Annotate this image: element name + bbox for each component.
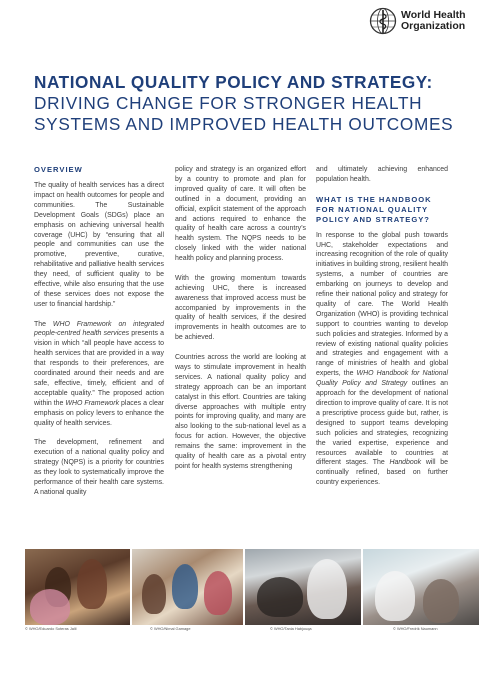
column2-paragraph-3: Countries across the world are looking at ways to stimulate improvement in health services. A national quality policy and strategy approach can be an important catalyst in this effort. Countries are taking diverse approaches with multiple entry points for improving quality, and many are also looking to the sub-national level as a focus for action. However, the objective remains the same: improvement in the quality of health care as a pivotal entry point for health systems strengthening — [175, 354, 306, 470]
title-line3: SYSTEMS AND IMPROVED HEALTH OUTCOMES — [34, 114, 454, 134]
column3-paragraph-2: In response to the global push towards UHC, stakeholder expectations and increasing recognition of the role of quality initiatives in building strong, resilient health systems, a number of countries are embarking on journeys to develop and refine their national policy and strategy for quality of care. The World Health Organization (WHO) is providing technical support to countries wanting to develop such policies and strategies. Informed by a review of existing national quality policies and strategies and engagement with a range of ministries of health and global experts, the WHO Handbook for National Quality Policy and Strategy outlines an approach for the development of national direction to improve quality of care. It is not a prescriptive process guide but, rather, is designed to support teams developing such policies and strategies, recognizing the varied expertise, experience and resources available to countries at different stages. The Handbook will be continually refined, based on further country experiences. — [316, 231, 449, 487]
photo-credit-4: © WHO/Fredrik Naumann — [393, 626, 438, 631]
photo-credit-2: © WHO/Nimal Gamage — [150, 626, 191, 631]
photo-nurse-patient — [363, 549, 479, 625]
photo-strip — [25, 549, 479, 625]
overview-heading: OVERVIEW — [34, 165, 83, 174]
column3-paragraph-1: and ultimately achieving enhanced population health. — [316, 166, 448, 183]
text-column-1 — [34, 165, 164, 508]
who-logo — [369, 6, 473, 36]
photo-mother-child — [25, 549, 130, 625]
logo-text-line1: World Health — [401, 9, 466, 21]
overview-paragraph-3: The development, refinement and execution of a national quality policy and strategy (NQPS) is a priority for countries as they look to systematically improve the performance of their health care systems. A national quality — [34, 439, 164, 496]
photo-patient-care — [245, 549, 361, 625]
photo-group-children — [132, 549, 243, 625]
text-column-2 — [175, 165, 306, 482]
photo-credits — [25, 626, 479, 634]
photo-credit-3: © WHO/Tania Habjouqa — [270, 626, 312, 631]
title-line2: DRIVING CHANGE FOR STRONGER HEALTH — [34, 93, 423, 113]
handbook-heading: WHAT IS THE HANDBOOK FOR NATIONAL QUALITY POLICY AND STRATEGY? — [316, 194, 432, 224]
overview-paragraph-1: The quality of health services has a direct impact on health outcomes for people and communities. The Sustainable Development Goals (SDGs) place an emphasis on achieving universal health coverage (UHC) by “ensuring that all people and communities can use the promotive, preventive, curative, rehabilitative and palliative health services they need, of sufficient quality to be effective, while also ensuring that the use of these services does not expose the user to financial hardship.” — [34, 182, 164, 308]
overview-paragraph-2: The WHO Framework on integrated people-centred health services presents a vision in which “all people have access to health services that are provided in a way that responds to their preferences, are coordinated around their needs and are safe, effective, timely, efficient and of acceptable quality.” The proposed action within the WHO Framework places a clear emphasis on policy levers to enhance the quality of health services. — [34, 320, 164, 427]
column2-paragraph-2: With the growing momentum towards achieving UHC, there is increased awareness that improved access must be accompanied by improvements in the quality of health services, if the desired improvements in health outcomes are to be achieved. — [175, 274, 306, 342]
photo-credit-1: © WHO/Eduardo Soteras Jalil — [25, 626, 77, 631]
text-column-3 — [316, 165, 448, 498]
column2-paragraph-1: policy and strategy is an organized effort by a country to promote and plan for improved quality of care. It will often be outlined in a document, providing an official, explicit statement of the approach and actions required to enhance the quality of health care across a country’s health system. The NQPS needs to be closely linked with the wider national health policy and planning process. — [175, 166, 306, 263]
document-title — [34, 72, 454, 135]
title-line1: NATIONAL QUALITY POLICY AND STRATEGY: — [34, 72, 433, 92]
who-emblem-icon — [369, 7, 397, 35]
logo-text-line2: Organization — [401, 20, 466, 32]
